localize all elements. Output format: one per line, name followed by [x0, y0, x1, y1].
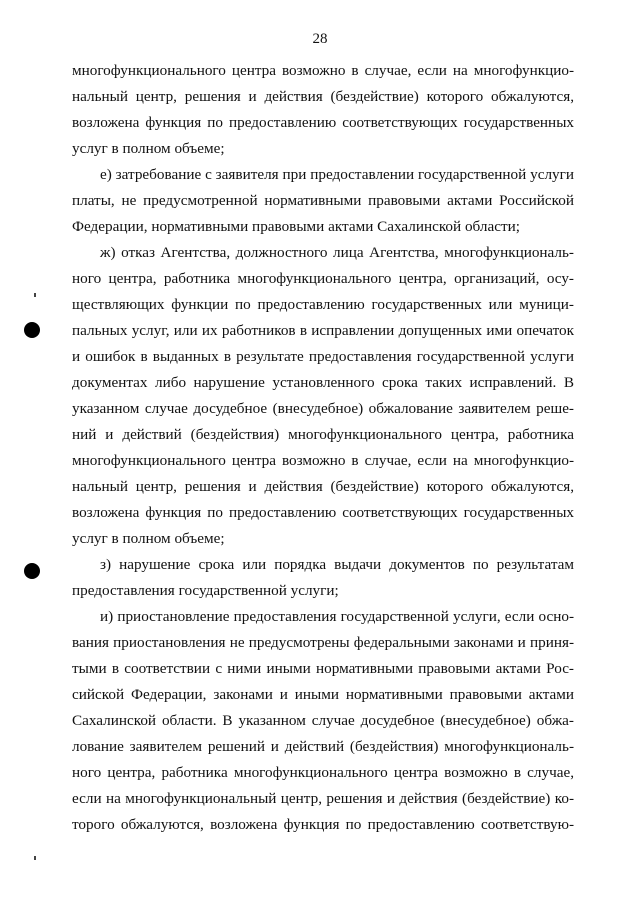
body-line: ного центра, работника многофункционального центра, организаций, осу-: [72, 270, 574, 287]
body-line: Сахалинской области. В указанном случае досудебное (внесудебное) обжа-: [72, 712, 574, 729]
body-line: ж) отказ Агентства, должностного лица Агентства, многофункциональ-: [100, 244, 574, 261]
body-line: ществляющих функции по предоставлению государственных или муници-: [72, 296, 574, 313]
body-line: и) приостановление предоставления государственной услуги, если осно-: [100, 608, 574, 625]
body-line: нальный центр, решения и действия (бездействие) которого обжалуются,: [72, 478, 574, 495]
body-line: Федерации, нормативными правовыми актами Сахалинской области;: [72, 218, 520, 235]
punch-hole-upper: [24, 322, 40, 338]
body-line: е) затребование с заявителя при предоставлении государственной услуги: [100, 166, 574, 183]
body-line: услуг в полном объеме;: [72, 140, 225, 157]
body-line: з) нарушение срока или порядка выдачи документов по результатам: [100, 556, 574, 573]
body-line: ного центра, работника многофункционального центра возможно в случае,: [72, 764, 574, 781]
scan-speck-upper: [34, 293, 36, 297]
body-line: пальных услуг, или их работников в исправлении допущенных ими опечаток: [72, 322, 574, 339]
body-line: возложена функция по предоставлению соответствующих государственных: [72, 114, 574, 131]
body-line: возложена функция по предоставлению соответствующих государственных: [72, 504, 574, 521]
body-line: вания приостановления не предусмотрены федеральными законами и приня-: [72, 634, 574, 651]
body-line: если на многофункциональный центр, решения и действия (бездействие) ко-: [72, 790, 574, 807]
body-line: платы, не предусмотренной нормативными правовыми актами Российской: [72, 192, 574, 209]
page-number: 28: [312, 31, 328, 47]
body-line: многофункционального центра возможно в случае, если на многофункцио-: [72, 452, 574, 469]
body-line: нальный центр, решения и действия (бездействие) которого обжалуются,: [72, 88, 574, 105]
body-line: многофункционального центра возможно в случае, если на многофункцио-: [72, 62, 574, 79]
body-line: предоставления государственной услуги;: [72, 582, 339, 599]
body-line: сийской Федерации, законами и иными нормативными правовыми актами: [72, 686, 574, 703]
body-line: документах либо нарушение установленного срока таких исправлений. В: [72, 374, 574, 391]
body-line: торого обжалуются, возложена функция по предоставлению соответствую-: [72, 816, 574, 833]
body-line: и ошибок в выданных в результате предоставления государственной услуги: [72, 348, 574, 365]
body-line: ний и действий (бездействия) многофункционального центра, работника: [72, 426, 574, 443]
punch-hole-lower: [24, 563, 40, 579]
body-line: указанном случае досудебное (внесудебное) обжалование заявителем реше-: [72, 400, 574, 417]
body-line: тыми в соответствии с ними иными нормативными правовыми актами Рос-: [72, 660, 574, 677]
body-line: лование заявителем решений и действий (бездействия) многофункциональ-: [72, 738, 574, 755]
scan-speck-lower: [34, 856, 36, 860]
body-line: услуг в полном объеме;: [72, 530, 225, 547]
